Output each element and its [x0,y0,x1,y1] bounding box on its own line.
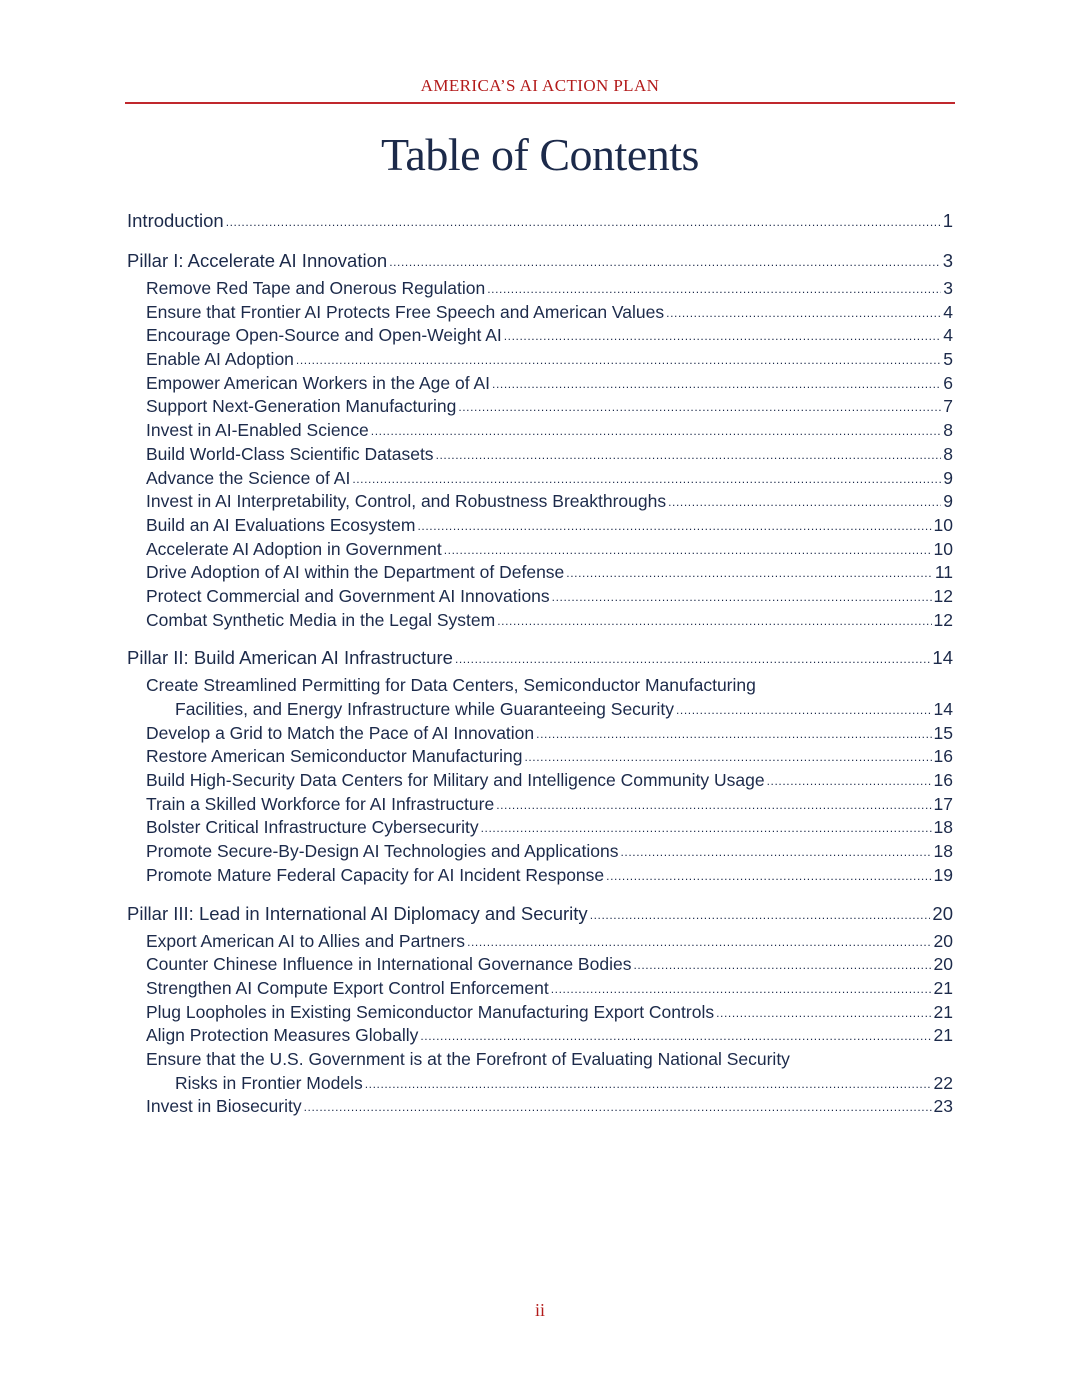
toc-page-number: 4 [943,301,953,322]
dot-leader [444,537,932,563]
toc-page-number: 14 [932,647,953,669]
toc-entry-title-continued: Risks in Frontier Models [175,1072,363,1093]
toc-section-entry[interactable] [127,900,953,928]
toc-entry[interactable] [127,722,953,746]
dot-leader [666,300,941,326]
toc-entry[interactable] [127,1024,953,1048]
toc-entry-title: Train a Skilled Workforce for AI Infrastructure [146,793,495,814]
toc-entry-title: Protect Commercial and Government AI Innovations [146,585,550,606]
toc-entry[interactable] [127,372,953,396]
toc-entry[interactable] [127,953,953,977]
dot-leader [668,489,941,515]
toc-page-number: 22 [933,1072,953,1093]
dot-leader [524,744,931,770]
dot-leader [633,952,931,978]
dot-leader [481,815,932,841]
toc-entry-title: Build High-Security Data Centers for Military and Intelligence Community Usage [146,770,765,791]
toc-section [127,644,953,887]
dot-leader [552,584,932,610]
toc-entry-title: Encourage Open-Source and Open-Weight AI [146,325,502,346]
table-of-contents [127,207,953,1131]
toc-entry[interactable] [127,301,953,325]
toc-entry-title: Build an AI Evaluations Ecosystem [146,514,416,535]
toc-page-number: 6 [943,372,953,393]
toc-page-number: 12 [933,585,953,606]
toc-page-number: 3 [942,250,953,271]
toc-entry-line[interactable] [127,674,953,698]
dot-leader [371,418,941,444]
toc-entry[interactable] [127,816,953,840]
toc-section-entry[interactable] [127,247,953,275]
toc-section-title: Introduction [127,210,224,231]
toc-page-number: 20 [932,902,953,924]
toc-entry[interactable] [127,514,953,538]
toc-entry-title: Ensure that the U.S. Government is at the Forefront of Evaluating National Security [146,1048,790,1069]
toc-section [127,207,953,235]
dot-leader [296,347,941,373]
dot-leader [417,513,931,539]
toc-entry-title: Bolster Critical Infrastructure Cybersecurity [146,817,479,838]
toc-entry[interactable] [127,745,953,769]
toc-entry[interactable] [127,324,953,348]
toc-page-number: 20 [933,930,953,951]
dot-leader [496,792,931,818]
toc-section [127,900,953,1120]
toc-page-number: 14 [933,699,953,719]
toc-page-number: 5 [943,349,953,370]
toc-entry-title: Accelerate AI Adoption in Government [146,538,442,559]
toc-page-number: 8 [943,420,953,441]
toc-page-number: 9 [943,491,953,512]
toc-page-number: 9 [943,467,953,488]
page-title: Table of Contents [381,129,699,180]
dot-leader [566,560,933,586]
running-header: AMERICA’S AI ACTION PLAN [420,76,660,95]
toc-entry[interactable] [127,609,953,633]
toc-entry-title: Support Next-Generation Manufacturing [146,396,457,417]
toc-page-number: 18 [933,817,953,838]
toc-entry[interactable] [127,561,953,585]
toc-page-number: 17 [933,793,953,814]
dot-leader [304,1094,932,1120]
dot-leader [536,721,931,747]
dot-leader [716,1000,931,1026]
toc-page-number: 10 [933,514,953,535]
toc-entry[interactable] [127,538,953,562]
dot-leader [606,863,931,889]
dot-leader [551,976,932,1002]
toc-section-title: Pillar I: Accelerate AI Innovation [127,250,388,271]
dot-leader [226,206,941,236]
toc-entry-continuation[interactable] [127,698,953,722]
toc-entry-title: Align Protection Measures Globally [146,1025,419,1046]
toc-entry[interactable] [127,930,953,954]
dot-leader [436,442,942,468]
toc-entry-continuation[interactable] [127,1072,953,1096]
dot-leader [497,608,931,634]
toc-page-number: 21 [933,977,953,998]
toc-page-number: 16 [933,746,953,767]
toc-entry[interactable] [127,419,953,443]
toc-page-number: 16 [933,770,953,791]
dot-leader [492,371,941,397]
dot-leader [620,839,931,865]
toc-entry-title: Invest in Biosecurity [146,1096,302,1117]
toc-entry[interactable] [127,864,953,888]
toc-entry-title: Promote Mature Federal Capacity for AI Incident Response [146,864,605,885]
toc-page-number: 4 [943,325,953,346]
toc-entry-title: Empower American Workers in the Age of AI [146,372,491,393]
toc-entry-title: Enable AI Adoption [146,349,294,370]
toc-entry-title: Ensure that Frontier AI Protects Free Speech and American Values [146,301,665,322]
toc-page-number: 23 [933,1096,953,1117]
toc-entry[interactable] [127,585,953,609]
toc-page-number: 1 [942,210,953,231]
dot-leader [365,1071,932,1097]
page-number: ii [534,1300,545,1320]
toc-page-number: 3 [943,278,953,298]
toc-entry[interactable] [127,443,953,467]
toc-page-number: 7 [943,396,953,417]
toc-entry-title: Counter Chinese Influence in International Governance Bodies [146,954,632,975]
toc-entry[interactable] [127,277,953,301]
toc-entry-title: Remove Red Tape and Onerous Regulation [146,278,486,298]
toc-page-number: 18 [933,841,953,862]
toc-entry[interactable] [127,1095,953,1119]
toc-entry-title: Invest in AI Interpretability, Control, and Robustness Breakthroughs [146,491,667,512]
toc-entry-line[interactable] [127,1048,953,1072]
toc-entry[interactable] [127,490,953,514]
toc-entry-title: Plug Loopholes in Existing Semiconductor Manufacturing Export Controls [146,1001,715,1022]
header-rule [125,102,955,104]
toc-entry-title: Promote Secure-By-Design AI Technologies and Applications [146,841,619,862]
toc-entry-title: Drive Adoption of AI within the Department of Defense [146,562,565,583]
dot-leader [590,899,931,929]
toc-entry-title: Create Streamlined Permitting for Data Centers, Semiconductor Manufacturing [146,675,756,696]
toc-entry[interactable] [127,395,953,419]
toc-entry-title-continued: Facilities, and Energy Infrastructure while Guaranteeing Security [175,699,674,719]
toc-entry[interactable] [127,769,953,793]
dot-leader [676,697,932,723]
toc-entry[interactable] [127,348,953,372]
toc-entry-title: Invest in AI-Enabled Science [146,420,369,441]
dot-leader [455,643,930,673]
toc-entry[interactable] [127,840,953,864]
toc-page-number: 10 [933,538,953,559]
toc-page-number: 8 [943,443,953,464]
dot-leader [467,929,931,955]
toc-page-number: 21 [933,1001,953,1022]
toc-section-title: Pillar III: Lead in International AI Diplomacy and Security [127,902,588,924]
toc-page-number: 12 [933,609,953,630]
dot-leader [389,246,941,276]
dot-leader [487,276,941,302]
toc-page-number: 19 [933,864,953,885]
toc-entry[interactable] [127,977,953,1001]
toc-page-number: 20 [933,954,953,975]
toc-section-entry[interactable] [127,644,953,672]
toc-entry[interactable] [127,1001,953,1025]
toc-section-entry[interactable] [127,207,953,235]
toc-entry[interactable] [127,467,953,491]
toc-entry-title: Develop a Grid to Match the Pace of AI Innovation [146,722,535,743]
dot-leader [504,323,942,349]
toc-entry-title: Restore American Semiconductor Manufacturing [146,746,523,767]
dot-leader [767,768,932,794]
dot-leader [420,1023,931,1049]
toc-entry-title: Strengthen AI Compute Export Control Enforcement [146,977,549,998]
dot-leader [352,466,941,492]
toc-entry-title: Advance the Science of AI [146,467,351,488]
toc-entry-title: Build World-Class Scientific Datasets [146,443,434,464]
toc-entry[interactable] [127,793,953,817]
dot-leader [458,394,941,420]
toc-page-number: 11 [934,562,953,583]
toc-entry-title: Export American AI to Allies and Partners [146,930,466,951]
toc-entry-title: Combat Synthetic Media in the Legal System [146,609,496,630]
toc-page-number: 15 [933,722,953,743]
toc-section [127,247,953,632]
toc-section-title: Pillar II: Build American AI Infrastructure [127,647,453,669]
toc-page-number: 21 [933,1025,953,1046]
